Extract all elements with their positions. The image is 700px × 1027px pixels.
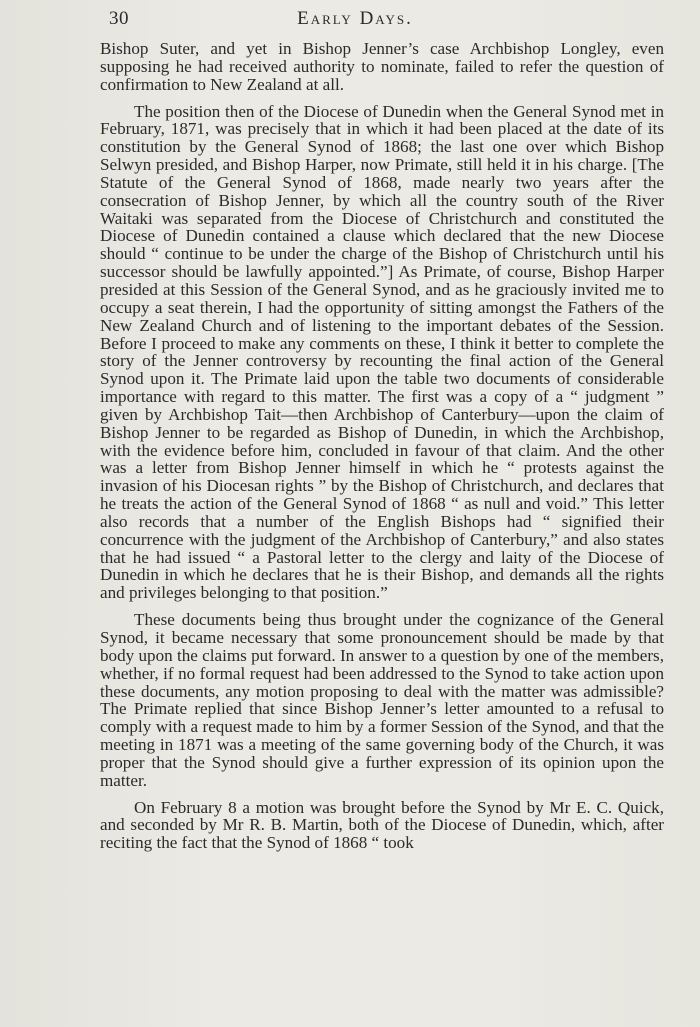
page-header — [0, 6, 700, 32]
running-head: Early Days. — [297, 8, 413, 29]
paragraph: On February 8 a motion was brought before the Synod by Mr E. C. Quick, and seconded by Mr R. B. Martin, both of the Diocese of Dunedin, which, after reciting the fact that the Synod of 1868 “ took — [100, 797, 664, 853]
body-text — [100, 40, 664, 852]
paragraph-continued: Bishop Suter, and yet in Bishop Jenner’s case Archbishop Longley, even supposing he had received authority to nominate, failed to refer the question of confirmation to New Zealand at all. — [100, 39, 664, 94]
paragraph: These documents being thus brought under the cognizance of the General Synod, it became necessary that some pronouncement should be made by that body upon the claims put forward. In answer to a question by one of the members, whether, if no formal request had been addressed to the Synod to take action upon these documents, any motion proposing to deal with the matter was admissible? The Primate replied that since Bishop Jenner’s letter amounted to a refusal to comply with a request made to him by a former Session of the Synod, and that the meeting in 1871 was a meeting of the same governing body of the Church, it was proper that the Synod should give a further expression of its opinion upon the matter. — [100, 610, 664, 790]
paragraph: The position then of the Diocese of Dunedin when the General Synod met in February, 1871, was precisely that in which it had been placed at the date of its constitution by the General Synod of 1868; the last one over which Bishop Selwyn presided, and Bishop Harper, now Primate, still held it in his charge. [The Statute of the General Synod of 1868, made nearly two years after the consecration of Bishop Jenner, by which all the country south of the River Waitaki was separated from the Diocese of Christchurch and constituted the Diocese of Dunedin contained a clause which declared that the new Diocese should “ continue to be under the charge of the Bishop of Christchurch until his successor should be lawfully appointed.”] As Primate, of course, Bishop Harper presided at this Session of the General Synod, and as he graciously invited me to occupy a seat therein, I had the opportunity of sitting amongst the Fathers of the New Zealand Church and of listening to the important debates of the Session. Before I proceed to make any comments on these, I think it better to complete the story of the Jenner controversy by recounting the final action of the General Synod upon it. The Primate laid upon the table two documents of considerable importance with regard to this matter. The first was a copy of a “ judgment ” given by Archbishop Tait—then Archbishop of Canterbury—upon the claim of Bishop Jenner to be regarded as Bishop of Dunedin, in which the Archbishop, with the evidence before him, concluded in favour of that claim. And the other was a letter from Bishop Jenner himself in which he “ protests against the invasion of his Diocesan rights ” by the Bishop of Christchurch, and declares that he treats the action of the General Synod of 1868 “ as null and void.” This letter also records that a number of the English Bishops had “ signified their concurrence with the judgment of the Archbishop of Canterbury,” and also states that he had issued “ a Pastoral letter to the clergy and laity of the Diocese of Dunedin in which he declares that he is their Bishop, and demands all the rights and privileges belonging to that position.” — [100, 101, 664, 603]
page-number: 30 — [109, 8, 129, 29]
